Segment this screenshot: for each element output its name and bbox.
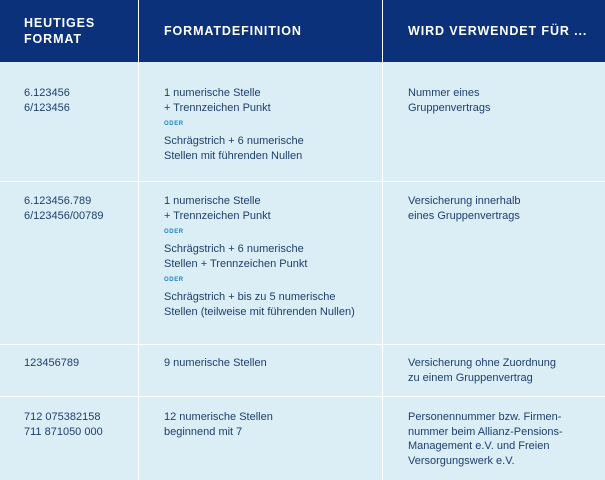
- header-line: HEUTIGES: [24, 16, 96, 30]
- definition-line: + Trennzeichen Punkt: [164, 101, 271, 114]
- usage-line: Nummer eines: [408, 87, 480, 99]
- definition-line: 1 numerische Stelle: [164, 195, 261, 207]
- format-value: 6.123456: [24, 87, 70, 99]
- definition-line: Schrägstrich + 6 numerische: [164, 135, 304, 147]
- definition-line: 9 numerische Stellen: [164, 357, 267, 369]
- format-value: 6/123456: [24, 101, 70, 114]
- header-wird-verwendet: WIRD VERWENDET FÜR ...: [408, 24, 588, 38]
- usage-line: Versicherung innerhalb: [408, 195, 521, 207]
- table-row-4-definition: [164, 410, 273, 439]
- format-value: 123456789: [24, 357, 80, 369]
- header-heutiges-format: [24, 0, 134, 62]
- table-row-4-usage: [408, 410, 563, 468]
- usage-line: eines Gruppenvertrags: [408, 209, 520, 222]
- column-divider: [382, 0, 383, 480]
- table-row-4-format: [24, 410, 103, 439]
- definition-line: Schrägstrich + bis zu 5 numerische: [164, 291, 336, 303]
- table-row-1-usage: [408, 86, 491, 115]
- row-divider: [0, 344, 605, 345]
- row-divider: [0, 396, 605, 397]
- definition-line: Stellen mit führenden Nullen: [164, 149, 303, 162]
- format-value: 711 871050 000: [24, 425, 103, 438]
- usage-line: zu einem Gruppenvertrag: [408, 371, 533, 384]
- definition-line: beginnend mit 7: [164, 425, 243, 438]
- definition-line: Stellen (teilweise mit führenden Nullen): [164, 305, 355, 318]
- table-row-3-usage: [408, 356, 556, 385]
- header-line: FORMAT: [24, 32, 82, 46]
- table-row-2-usage: [408, 194, 521, 223]
- usage-line: Versicherung ohne Zuordnung: [408, 357, 556, 369]
- usage-line: nummer beim Allianz-Pensions-: [408, 425, 563, 438]
- format-value: 6/123456/00789: [24, 209, 104, 222]
- table-header: [0, 0, 605, 62]
- table-row-3-definition: [164, 356, 267, 371]
- usage-line: Personennummer bzw. Firmen-: [408, 411, 562, 423]
- format-value: 6.123456.789: [24, 195, 92, 207]
- usage-line: Versorgungswerk e.V.: [408, 454, 515, 467]
- usage-line: Management e.V. und Freien: [408, 440, 550, 452]
- oder-separator: ODER: [164, 121, 184, 127]
- row-divider: [0, 181, 605, 182]
- usage-line: Gruppenvertrags: [408, 101, 491, 114]
- format-value: 712 075382158: [24, 411, 101, 423]
- column-divider: [138, 0, 139, 480]
- table-row-2-format: [24, 194, 104, 223]
- table-row-1-definition: [164, 86, 304, 163]
- oder-separator: ODER: [164, 277, 184, 283]
- definition-line: 12 numerische Stellen: [164, 411, 273, 423]
- oder-separator: ODER: [164, 229, 184, 235]
- definition-line: Stellen + Trennzeichen Punkt: [164, 257, 308, 270]
- definition-line: + Trennzeichen Punkt: [164, 209, 271, 222]
- definition-line: 1 numerische Stelle: [164, 87, 261, 99]
- table-row-3-format: [24, 356, 79, 371]
- header-formatdefinition: FORMATDEFINITION: [164, 24, 302, 38]
- table-row-2-definition: [164, 194, 355, 319]
- table-row-1-format: [24, 86, 70, 115]
- definition-line: Schrägstrich + 6 numerische: [164, 243, 304, 255]
